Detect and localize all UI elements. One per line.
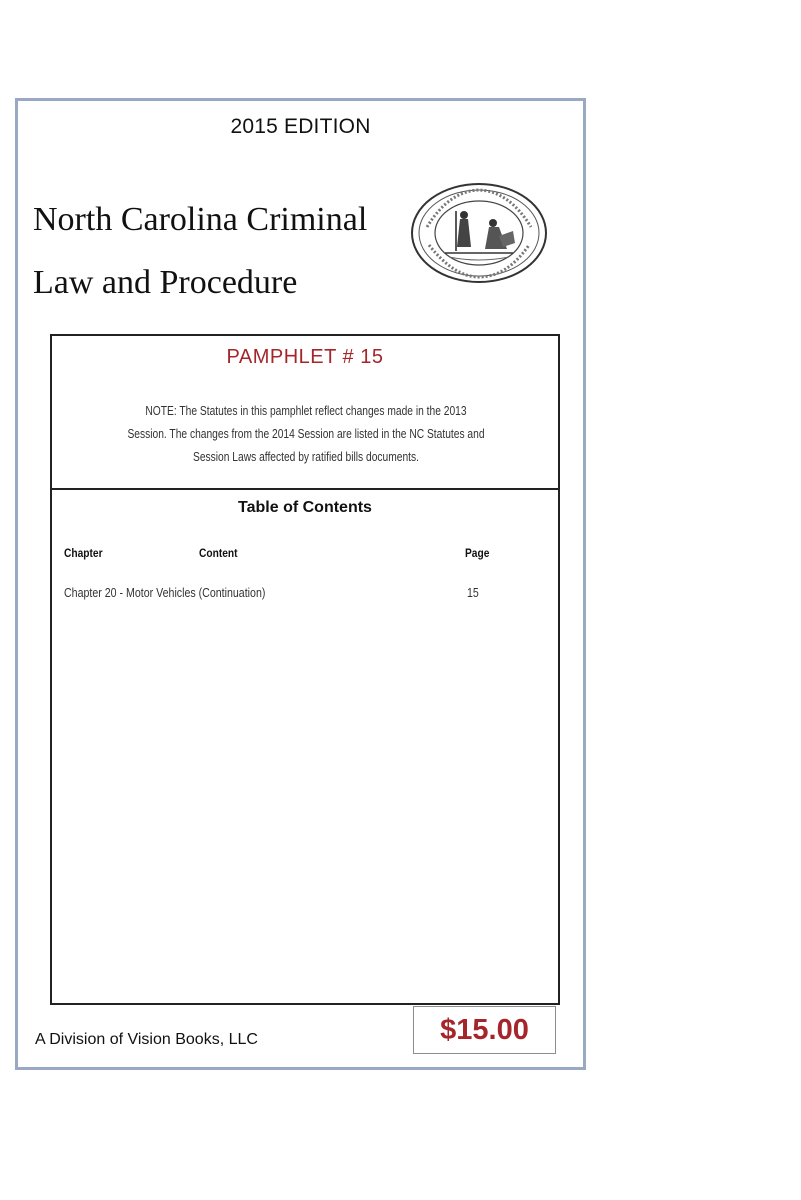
toc-title: Table of Contents [238, 499, 372, 516]
edition-label: 2015 EDITION [230, 115, 371, 138]
panel-divider [52, 488, 558, 490]
note-line-2: Session. The changes from the 2014 Session are listed in the NC Statutes and [127, 427, 485, 441]
nc-state-seal-icon [409, 181, 549, 285]
publisher-label: A Division of Vision Books, LLC [35, 1031, 258, 1048]
toc-row-chapter-content: Chapter 20 - Motor Vehicles (Continuation) [64, 586, 266, 600]
pamphlet-number: PAMPHLET # 15 [226, 346, 384, 368]
note-line-1: NOTE: The Statutes in this pamphlet reflect changes made in the 2013 [145, 404, 467, 418]
toc-header-chapter: Chapter [64, 546, 103, 560]
note-line-3: Session Laws affected by ratified bills documents. [192, 450, 420, 464]
book-cover [15, 98, 586, 1070]
toc-header-page: Page [465, 546, 490, 560]
toc-row [52, 586, 558, 606]
price-label: $15.00 [440, 1014, 529, 1046]
title-line-2: Law and Procedure [33, 264, 298, 301]
price-box [413, 1006, 556, 1054]
statutes-note [112, 400, 499, 469]
contents-panel [50, 334, 560, 1005]
toc-row-page: 15 [467, 586, 479, 600]
toc-header-content: Content [199, 546, 238, 560]
title-line-1: North Carolina Criminal [33, 201, 368, 238]
